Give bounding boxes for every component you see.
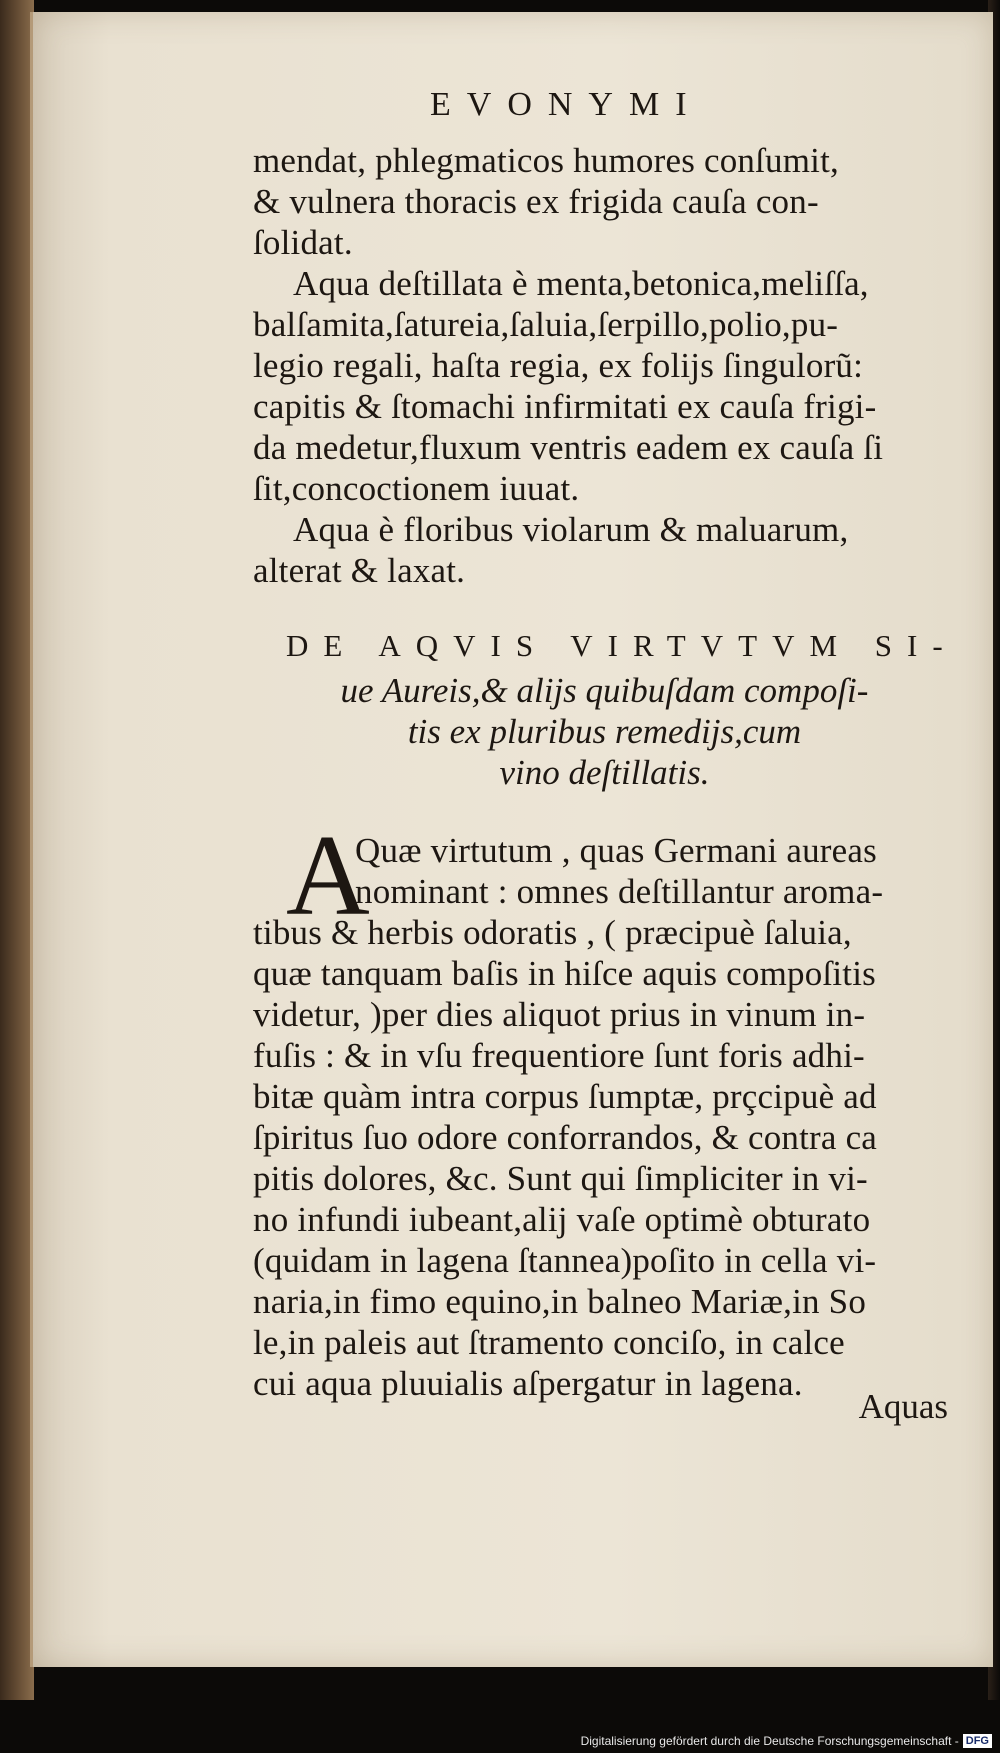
text-line: mendat, phlegmaticos humores conſumit,	[253, 141, 839, 180]
text-line: tibus & herbis odoratis , ( præcipuè ſaluia,	[253, 913, 852, 952]
text-line: da medetur,fluxum ventris eadem ex cauſa ſi	[253, 428, 884, 467]
text-line: (quidam in lagena ſtannea)poſito in cella vi-	[253, 1241, 877, 1280]
drop-cap-lines	[355, 830, 958, 912]
text-line: nominant : omnes deſtillantur aroma-	[355, 872, 884, 911]
text-line: ſit,concoctionem iuuat.	[253, 469, 580, 508]
text-line: fuſis : & in vſu frequentiore ſunt foris adhi-	[253, 1036, 865, 1075]
running-head: EVONYMI	[430, 86, 703, 123]
text-line: & vulnera thoracis ex frigida cauſa con-	[253, 182, 819, 221]
section-subtitle-line: vino deſtillatis.	[499, 753, 710, 792]
section-subtitle-line: ue Aureis,& alijs quibuſdam compoſi-	[340, 671, 869, 710]
text-line: ſpiritus ſuo odore conforrandos, & contra ca	[253, 1118, 878, 1157]
text-line: ſolidat.	[253, 223, 353, 262]
text-line: alterat & laxat.	[253, 551, 466, 590]
drop-cap: A	[286, 812, 370, 940]
text-line: quæ tanquam baſis in hiſce aquis compoſitis	[253, 954, 876, 993]
text-line: Aqua è floribus violarum & maluarum,	[293, 510, 849, 549]
digitization-credit	[392, 1731, 992, 1751]
body-text	[253, 912, 958, 1404]
text-line: legio regali, haſta regia, ex folijs ſingulorũ:	[253, 346, 864, 385]
section-title: DE AQVIS VIRTVTVM SI-	[286, 628, 958, 663]
text-line: balſamita,ſatureia,ſaluia,ſerpillo,polio,pu-	[253, 305, 839, 344]
catchword: Aquas	[858, 1387, 948, 1426]
book-binding	[0, 0, 34, 1700]
paragraph-1	[253, 140, 958, 263]
text-line: Quæ virtutum , quas Germani aureas	[355, 831, 877, 870]
text-line: bitæ quàm intra corpus ſumptæ, prçcipuè ad	[253, 1077, 877, 1116]
text-line: pitis dolores, &c. Sunt qui ſimpliciter in vi-	[253, 1159, 868, 1198]
credit-text: Digitalisierung gefördert durch die Deutsche Forschungsgemeinschaft -	[580, 1734, 959, 1748]
paragraph-2	[253, 263, 958, 509]
text-line: cui aqua pluuialis aſpergatur in lagena.	[253, 1364, 803, 1403]
text-line: le,in paleis aut ſtramento conciſo, in calce	[253, 1323, 845, 1362]
text-line: capitis & ſtomachi infirmitati ex cauſa frigi-	[253, 387, 877, 426]
text-line: no infundi iubeant,alij vaſe optimè obturato	[253, 1200, 871, 1239]
dfg-logo: DFG	[963, 1734, 992, 1748]
paragraph-3	[253, 509, 958, 591]
section-subtitle-line: tis ex pluribus remedijs,cum	[407, 712, 802, 751]
text-line: videtur, )per dies aliquot prius in vinum in-	[253, 995, 866, 1034]
text-line: Aqua deſtillata è menta,betonica,meliſſa,	[293, 264, 869, 303]
text-line: naria,in fimo equino,in balneo Mariæ,in So	[253, 1282, 867, 1321]
